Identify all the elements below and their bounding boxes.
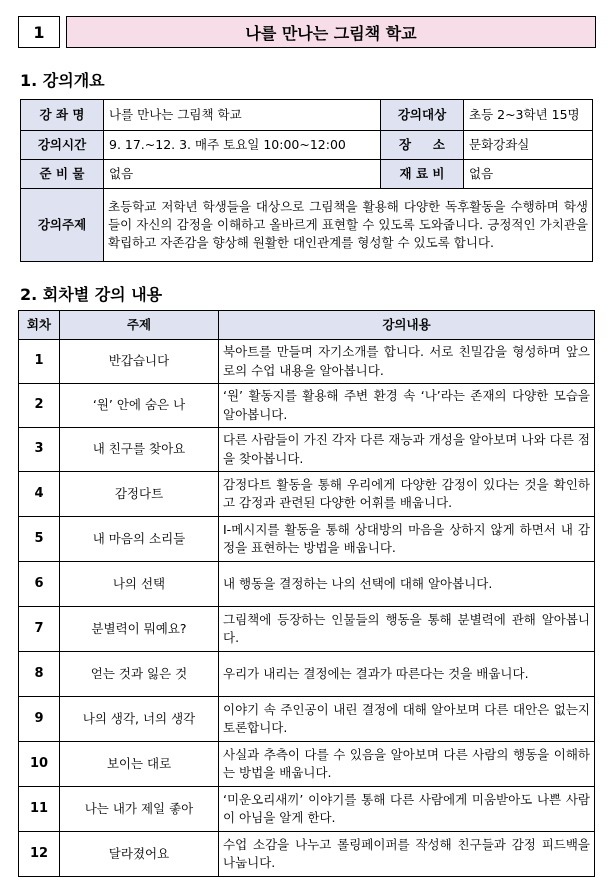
schedule-heading: 2. 회차별 강의 내용	[20, 285, 163, 304]
materials-label: 준 비 물	[21, 160, 104, 189]
column-header-no: 회차	[19, 311, 60, 340]
schedule-table	[18, 310, 595, 877]
column-header-topic: 주제	[60, 311, 219, 340]
target-label: 강의대상	[381, 100, 464, 131]
session-topic: 나의 생각, 너의 생각	[60, 697, 219, 742]
session-topic: 내 마음의 소리들	[60, 517, 219, 562]
overview-table	[20, 99, 593, 262]
table-row	[19, 652, 595, 697]
session-topic: 분별력이 뭐예요?	[60, 607, 219, 652]
table-row	[19, 832, 595, 877]
session-topic: 달라졌어요	[60, 832, 219, 877]
course-name-value: 나를 만나는 그림책 학교	[104, 100, 381, 131]
schedule-rows	[19, 340, 595, 877]
session-number: 6	[19, 562, 60, 607]
topic-label: 강의주제	[21, 189, 104, 262]
session-topic: ‘원’ 안에 숨은 나	[60, 384, 219, 428]
column-header-content: 강의내용	[219, 311, 595, 340]
session-content: 북아트를 만들며 자기소개를 합니다. 서로 친밀감을 형성하며 앞으로의 수업 내용을 알아봅니다.	[219, 340, 595, 384]
session-content: 내 행동을 결정하는 나의 선택에 대해 알아봅니다.	[219, 562, 595, 607]
session-number: 2	[19, 384, 60, 428]
target-value: 초등 2~3학년 15명	[464, 100, 593, 131]
table-row	[19, 562, 595, 607]
table-row	[19, 472, 595, 517]
fee-value: 없음	[464, 160, 593, 189]
table-row	[19, 697, 595, 742]
session-content: 수업 소감을 나누고 롤링페이퍼를 작성해 친구들과 감정 피드백을 나눕니다.	[219, 832, 595, 877]
table-row	[19, 428, 595, 472]
table-row	[19, 787, 595, 832]
session-topic: 나는 내가 제일 좋아	[60, 787, 219, 832]
session-number: 7	[19, 607, 60, 652]
topic-value: 초등학교 저학년 학생들을 대상으로 그림책을 활용해 다양한 독후활동을 수행하며 학생들이 자신의 감정을 이해하고 올바르게 표현할 수 있도록 도와줍니다. 긍정적인 가치관을 확립하고 자존감을 향상해 원활한 대인관계를 형성할 수 있도록 합니다.	[104, 189, 593, 262]
session-number: 4	[19, 472, 60, 517]
overview-heading: 1. 강의개요	[20, 71, 105, 90]
time-label: 강의시간	[21, 131, 104, 160]
place-value: 문화강좌실	[464, 131, 593, 160]
session-content: 우리가 내리는 결정에는 결과가 따른다는 것을 배웁니다.	[219, 652, 595, 697]
session-content: 감정다트 활동을 통해 우리에게 다양한 감정이 있다는 것을 확인하고 감정과 관련된 다양한 어휘를 배웁니다.	[219, 472, 595, 517]
session-topic: 내 친구를 찾아요	[60, 428, 219, 472]
table-row	[19, 517, 595, 562]
session-number: 12	[19, 832, 60, 877]
session-number: 8	[19, 652, 60, 697]
session-number: 1	[19, 340, 60, 384]
course-name-label: 강 좌 명	[21, 100, 104, 131]
session-content: I-메시지를 활동을 통해 상대방의 마음을 상하지 않게 하면서 내 감정을 표현하는 방법을 배웁니다.	[219, 517, 595, 562]
session-number: 11	[19, 787, 60, 832]
page-title: 나를 만나는 그림책 학교	[66, 16, 596, 48]
session-topic: 감정다트	[60, 472, 219, 517]
session-content: 그림책에 등장하는 인물들의 행동을 통해 분별력에 관해 알아봅니다.	[219, 607, 595, 652]
fee-label: 재 료 비	[381, 160, 464, 189]
session-topic: 보이는 대로	[60, 742, 219, 787]
time-value: 9. 17.~12. 3. 매주 토요일 10:00~12:00	[104, 131, 381, 160]
session-content: ‘미운오리새끼’ 이야기를 통해 다른 사람에게 미움받아도 나쁜 사람이 아님을 알게 한다.	[219, 787, 595, 832]
session-content: 사실과 추측이 다를 수 있음을 알아보며 다른 사람의 행동을 이해하는 방법을 배웁니다.	[219, 742, 595, 787]
session-number: 9	[19, 697, 60, 742]
session-number: 5	[19, 517, 60, 562]
session-number: 10	[19, 742, 60, 787]
session-content: 다른 사람들이 가진 각자 다른 재능과 개성을 알아보며 나와 다른 점을 찾아봅니다.	[219, 428, 595, 472]
session-content: ‘원’ 활동지를 활용해 주변 환경 속 ‘나’라는 존재의 다양한 모습을 알아봅니다.	[219, 384, 595, 428]
session-content: 이야기 속 주인공이 내린 결정에 대해 알아보며 다른 대안은 없는지 토론합니다.	[219, 697, 595, 742]
place-label: 장 소	[381, 131, 464, 160]
title-row	[18, 16, 594, 48]
session-number: 3	[19, 428, 60, 472]
session-topic: 나의 선택	[60, 562, 219, 607]
table-row	[19, 384, 595, 428]
table-row	[19, 340, 595, 384]
materials-value: 없음	[104, 160, 381, 189]
table-row	[19, 742, 595, 787]
session-topic: 얻는 것과 잃은 것	[60, 652, 219, 697]
session-topic: 반갑습니다	[60, 340, 219, 384]
table-row	[19, 607, 595, 652]
section-number-box: 1	[18, 16, 60, 48]
